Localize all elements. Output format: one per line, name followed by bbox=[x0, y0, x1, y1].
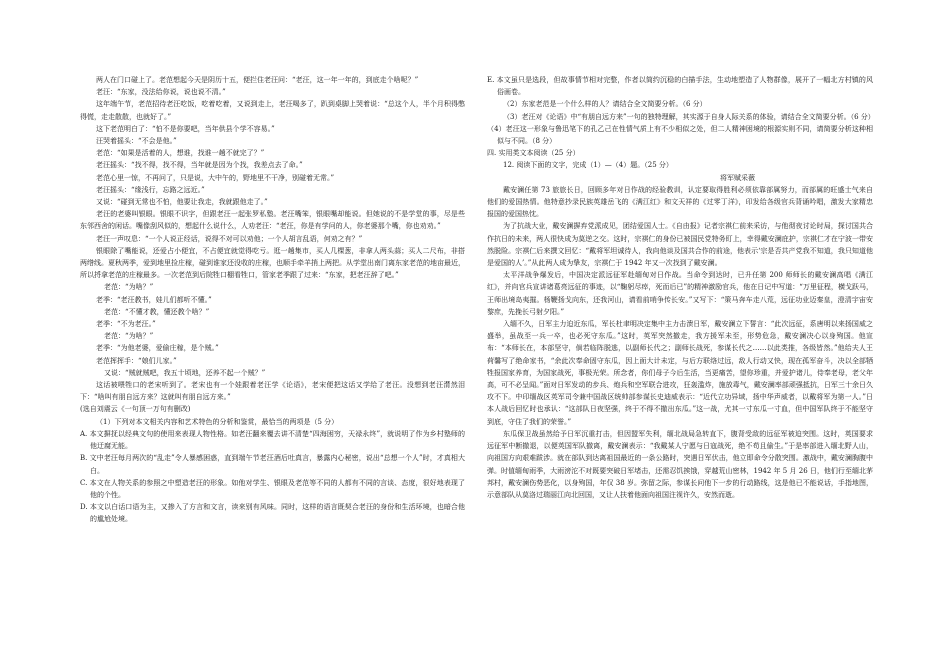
article-paragraph: 入缅不久，日军主力迫近东瓜，军长杜聿明决定集中主力击溃日军，戴安澜立下誓言：“此次远征，系唐明以来扬国威之盛举，虽战至一兵一卒，也必死守东瓜。”这时，英军突然撤走，我方援军未至，形势危急，戴安澜决心以身殉国。他宣布：“本师长在，本部坚守，倘若临阵脱逃，以副师长代之；副师长战死，参谋长代之……以此类推，各级皆然。”他给夫人王荷馨写了绝命家书，“余此次奉命固守东瓜，因上面大计未定，与后方联络过远，敌人行动又快，现在孤军奋斗，决以全部牺牲报国家养育，为国家战死，事极光荣。所念者，你们母子今后生活，当更痛苦，望你珍重，并爱护诸儿，侍奉老母，老父年高，可不必呈闻。”面对日军发动的步兵、炮兵和空军联合进攻，狂轰滥炸，施放毒气，戴安澜率部顽强抵抗，日军三十余日久攻不下。中印缅战区英军司令兼中国战区统帅部参谋长史迪威表示：“近代立功异域，扬中华声威者，以戴将军为第一人。”日本人战后回忆时也承认：“这部队日夜坚强，终于不得不撤出东瓜。”这一战，尤其一寸东瓜一寸血，但中国军队终于不能坚守到底，守住了我们的荣誉。” bbox=[487, 320, 873, 426]
article-paragraph: 为了抗战大业，戴安澜摒弃党派成见，团结爱国人士。《自由报》记者宗祺仁前来采访，与他彻夜讨论时局，探讨国共合作抗日的未来，两人很快成为莫逆之交。这时，宗祺仁的身份已被国民党特务盯上，幸得戴安澜庇护，宗祺仁才在宁波一带安然脱险。宗祺仁后来撰文回忆：“戴将军坦诚待人，我向他谈及国共合作的前途，他表示‘宗是否共产党我不知道，我只知道他是爱国的人’。”从此两人成为挚友，宗祺仁于 1942 年又一次找到了戴安澜。 bbox=[487, 222, 873, 268]
passage-paragraph: 这年端午节，老范招待老汪吃饭，吃着吃着，又说到走上，老汪喝多了，趴到桌脚上哭着说：“总这个人，半个月积得憋得慌，走走散散，也就好了。” bbox=[80, 100, 465, 121]
passage-paragraph: 汪哭着摇头：“不会是他。” bbox=[96, 137, 177, 146]
passage-paragraph: 又说：“贼就贼吧，我五十顷地，还养不起一个贼？” bbox=[104, 368, 266, 377]
article-paragraph: 太平洋战争爆发后，中国决定派远征军赴缅甸对日作战。当命令到达时，已升任第 200 师师长的戴安澜高唱《满江红》，并向官兵宣讲诸葛亮远征的事迹，以“鞠躬尽瘁，死而后已”的精神激励官兵，他在日记中写道：“万里征程，横戈跃马，王师出境岛夷摧。杨鞭扬戈向东，还我河山，请看前哨争传长安。”又写下：“策马奔车走八荒，远征功业迈秦皇，澄清宇宙安黎庶，先挽长弓射夕阳。” bbox=[487, 271, 873, 316]
passage-paragraph: 老范心里一惊，不再问了，只是说，大中午的，野地里不干净，别碰着无常。” bbox=[96, 173, 335, 182]
passage-paragraph: 这话被喂牲口的老宋听到了。老宋也有一个娃跟着老汪学《论语》，老宋便把这话又学给了老汪。没想到老汪潸然泪下：“啥叫有朋自远方来？这就叫有朋自远方来。” bbox=[80, 381, 465, 402]
source-note: (选自刘震云《一句顶一万句有删改) bbox=[80, 405, 191, 414]
passage-paragraph: 这下老范明白了：“怕不是你要吧，当年供县个学不容易。” bbox=[96, 124, 275, 133]
article-paragraph: 东瓜保卫战虽然给予日军沉重打击，但因盟军失利，缅北战局急转直下，腹背受敌的远征军被迫突围。这时，英国要求远征军中断撤退，以便英国军队撤离，戴安澜表示：“我戴某人宁愿与日寇战死，绝不苟且偷生。”于是率部进入缅北野人山，向祖国方向艰难跋涉。就在部队到达离祖国最近的一条公路时，突遇日军伏击，他立即命令分散突围。激战中，戴安澜胸腹中弹。时值缅甸雨季，大雨滂沱不对既要突破日军堵击，还需忍饥挨饿，穿越荒山密林，1942 年 5 月 26 日，他们行至缅北茅邦村，戴安澜伤势恶化，以身殉国，年仅 38 岁。弥留之际，参谋长问他下一步的行动路线，这是他已不能说话，手指地图，示意部队从莫洛过瑞丽江向北回国，又让人扶着他面向祖国注视许久，安然而逝。 bbox=[487, 429, 873, 499]
question-3: （3）老汪对《论语》中“有朋自远方来”一句的独特理解，其实源于自身人际关系的体验，请结合全文简要分析。（6 分） bbox=[503, 112, 875, 121]
passage-paragraph: 老汪：“东家，没法给你说，说也说不清。” bbox=[96, 88, 226, 97]
passage-paragraph: 老汪一声叹息：“一个人说正经话，说得不对可以劝他；一个人胡言乱语，何劝之有？” bbox=[96, 234, 363, 243]
question-stem: （1）下列对本文相关内容和艺术特色的分析和鉴赏，最恰当的两项是（5 分） bbox=[96, 417, 339, 426]
question-2: （2）东家老范是一个什么样的人？请结合全文简要分析。（6 分） bbox=[503, 100, 707, 109]
right-column bbox=[487, 74, 873, 501]
passage-paragraph: 老汪摇头：“缘浅行，忘路之远近。” bbox=[96, 185, 205, 194]
passage-paragraph: 老汪摇头：“找不得，找不得，当年就是因为个找，我差点去了命。” bbox=[96, 161, 303, 170]
left-column bbox=[80, 74, 465, 526]
option-b: B. 文中老汪每月两次的“乱走”令人暴感困惑，直到端午节老汪酒后吐真言，暴露内心秘密，说出“总想一个人”时，才真相大白。 bbox=[80, 454, 465, 475]
dialogue-line: 老范：“不懂才教，懂还教个啥？” bbox=[104, 307, 210, 316]
passage-paragraph: 两人在门口碰上了。老范想起今天是阴历十五，便拦住老汪问：“老汪，这一年一年的，到底走个啥呢？” bbox=[96, 76, 419, 84]
dialogue-line: 老范挥挥手：“娘们儿家。” bbox=[96, 356, 177, 365]
dialogue-line: 老范：“为啥？” bbox=[104, 283, 154, 292]
section-heading: 四. 实用类文本阅读（25 分） bbox=[487, 149, 580, 158]
dialogue-line: 老季：“为他老婆，爱偷庄稼，是个贼。” bbox=[96, 344, 219, 353]
passage-paragraph: 老汪的老婆叫银眼。银眼不识字，但跟老汪一起张罗私塾。老汪嘴笨，银眼嘴却能说。但她说的不是学堂的事，尽是些东邻西舍的闲话。嘴像刮风似的，想起什么说什么，人劝老汪：“老汪，你是有学问的人，你老婆那个嘴，你也劝劝。” bbox=[80, 210, 465, 231]
reading-instruction: 12. 阅读下面的文字，完成（1）—（4）题。（25 分） bbox=[503, 161, 673, 170]
option-c: C. 本文在人物关系的参照之中塑造老汪的形象。如他对学生、银眼及老范等不同的人都有不同的言谈、态度，很好地表现了他的个性。 bbox=[80, 478, 465, 499]
option-d: D. 本文以白话口语为主，又掺入了方言和文言，读来别有风味。同时，这样的语言既契合老汪的身份和生活环境，也暗合他的尴尬处境。 bbox=[80, 503, 465, 524]
dialogue-line: 老季：“老汪教书，娃儿们都听不懂。” bbox=[96, 295, 212, 304]
dialogue-line: 老季：“不为老汪。” bbox=[96, 320, 156, 329]
passage-paragraph: 老范：“如果是活着的人，想谁，找谁一趟不就完了？” bbox=[96, 149, 265, 158]
passage-paragraph: 银眼除了嘴能说，还爱占小便宜，不占便宜就觉得吃亏。逛一趟集市，买人几棵葱，非拿人两头蒜；买人二尺布，非搭两绺线。夏秋两季，爱到地里捡庄稼，碰到谁家还没收的庄稼，也顺手牵羊捎上两把。从学堂出南门离东家老范的地亩最近，所以捋拿老范的庄稼最多。一次老范到后院牲口棚看牲口，管家老季跟了过来：“东家，把老汪辞了吧。” bbox=[80, 246, 465, 280]
option-a: A. 本文摒抚以经典文句的使用来表现人物性格。如老汪翻来覆去讲不清楚“四海困穷，天禄永终”，就说明了作为乡村塾师的他迂腐无能。 bbox=[80, 429, 465, 451]
article-title: 将军赋采薇 bbox=[720, 173, 755, 182]
article-paragraph: 戴安澜任第 73 旅旅长日，回顾多年对日作战的经验教训，认定要取得胜利必须依靠部属努力，而部属的旺盛士气来自他们的爱国热情。他特意抄录民族英雄岳飞的《满江红》和文天祥的《过零丁洋》，印发给各级官兵背诵吟唱，激发大家精忠报国的爱国热忱。 bbox=[487, 185, 873, 219]
dialogue-line: 老范：“为啥？” bbox=[104, 332, 154, 341]
question-4: （4）老汪这一形象与鲁迅笔下的孔乙己在性情气质上有不少相似之处，但二人精神困境的根源实则不同，请简要分析这种相似与不同。（8 分） bbox=[487, 124, 873, 146]
option-e: E. 本文虽只是选段，但故事情节相对完整，作者以简约沉稳的白描手法，生动地塑造了人物群像，展开了一幅北方村镇的风俗画卷。 bbox=[487, 76, 873, 97]
passage-paragraph: 又说：“碰到无常也不怕，他要让我走，我就跟他走了。” bbox=[96, 198, 268, 207]
